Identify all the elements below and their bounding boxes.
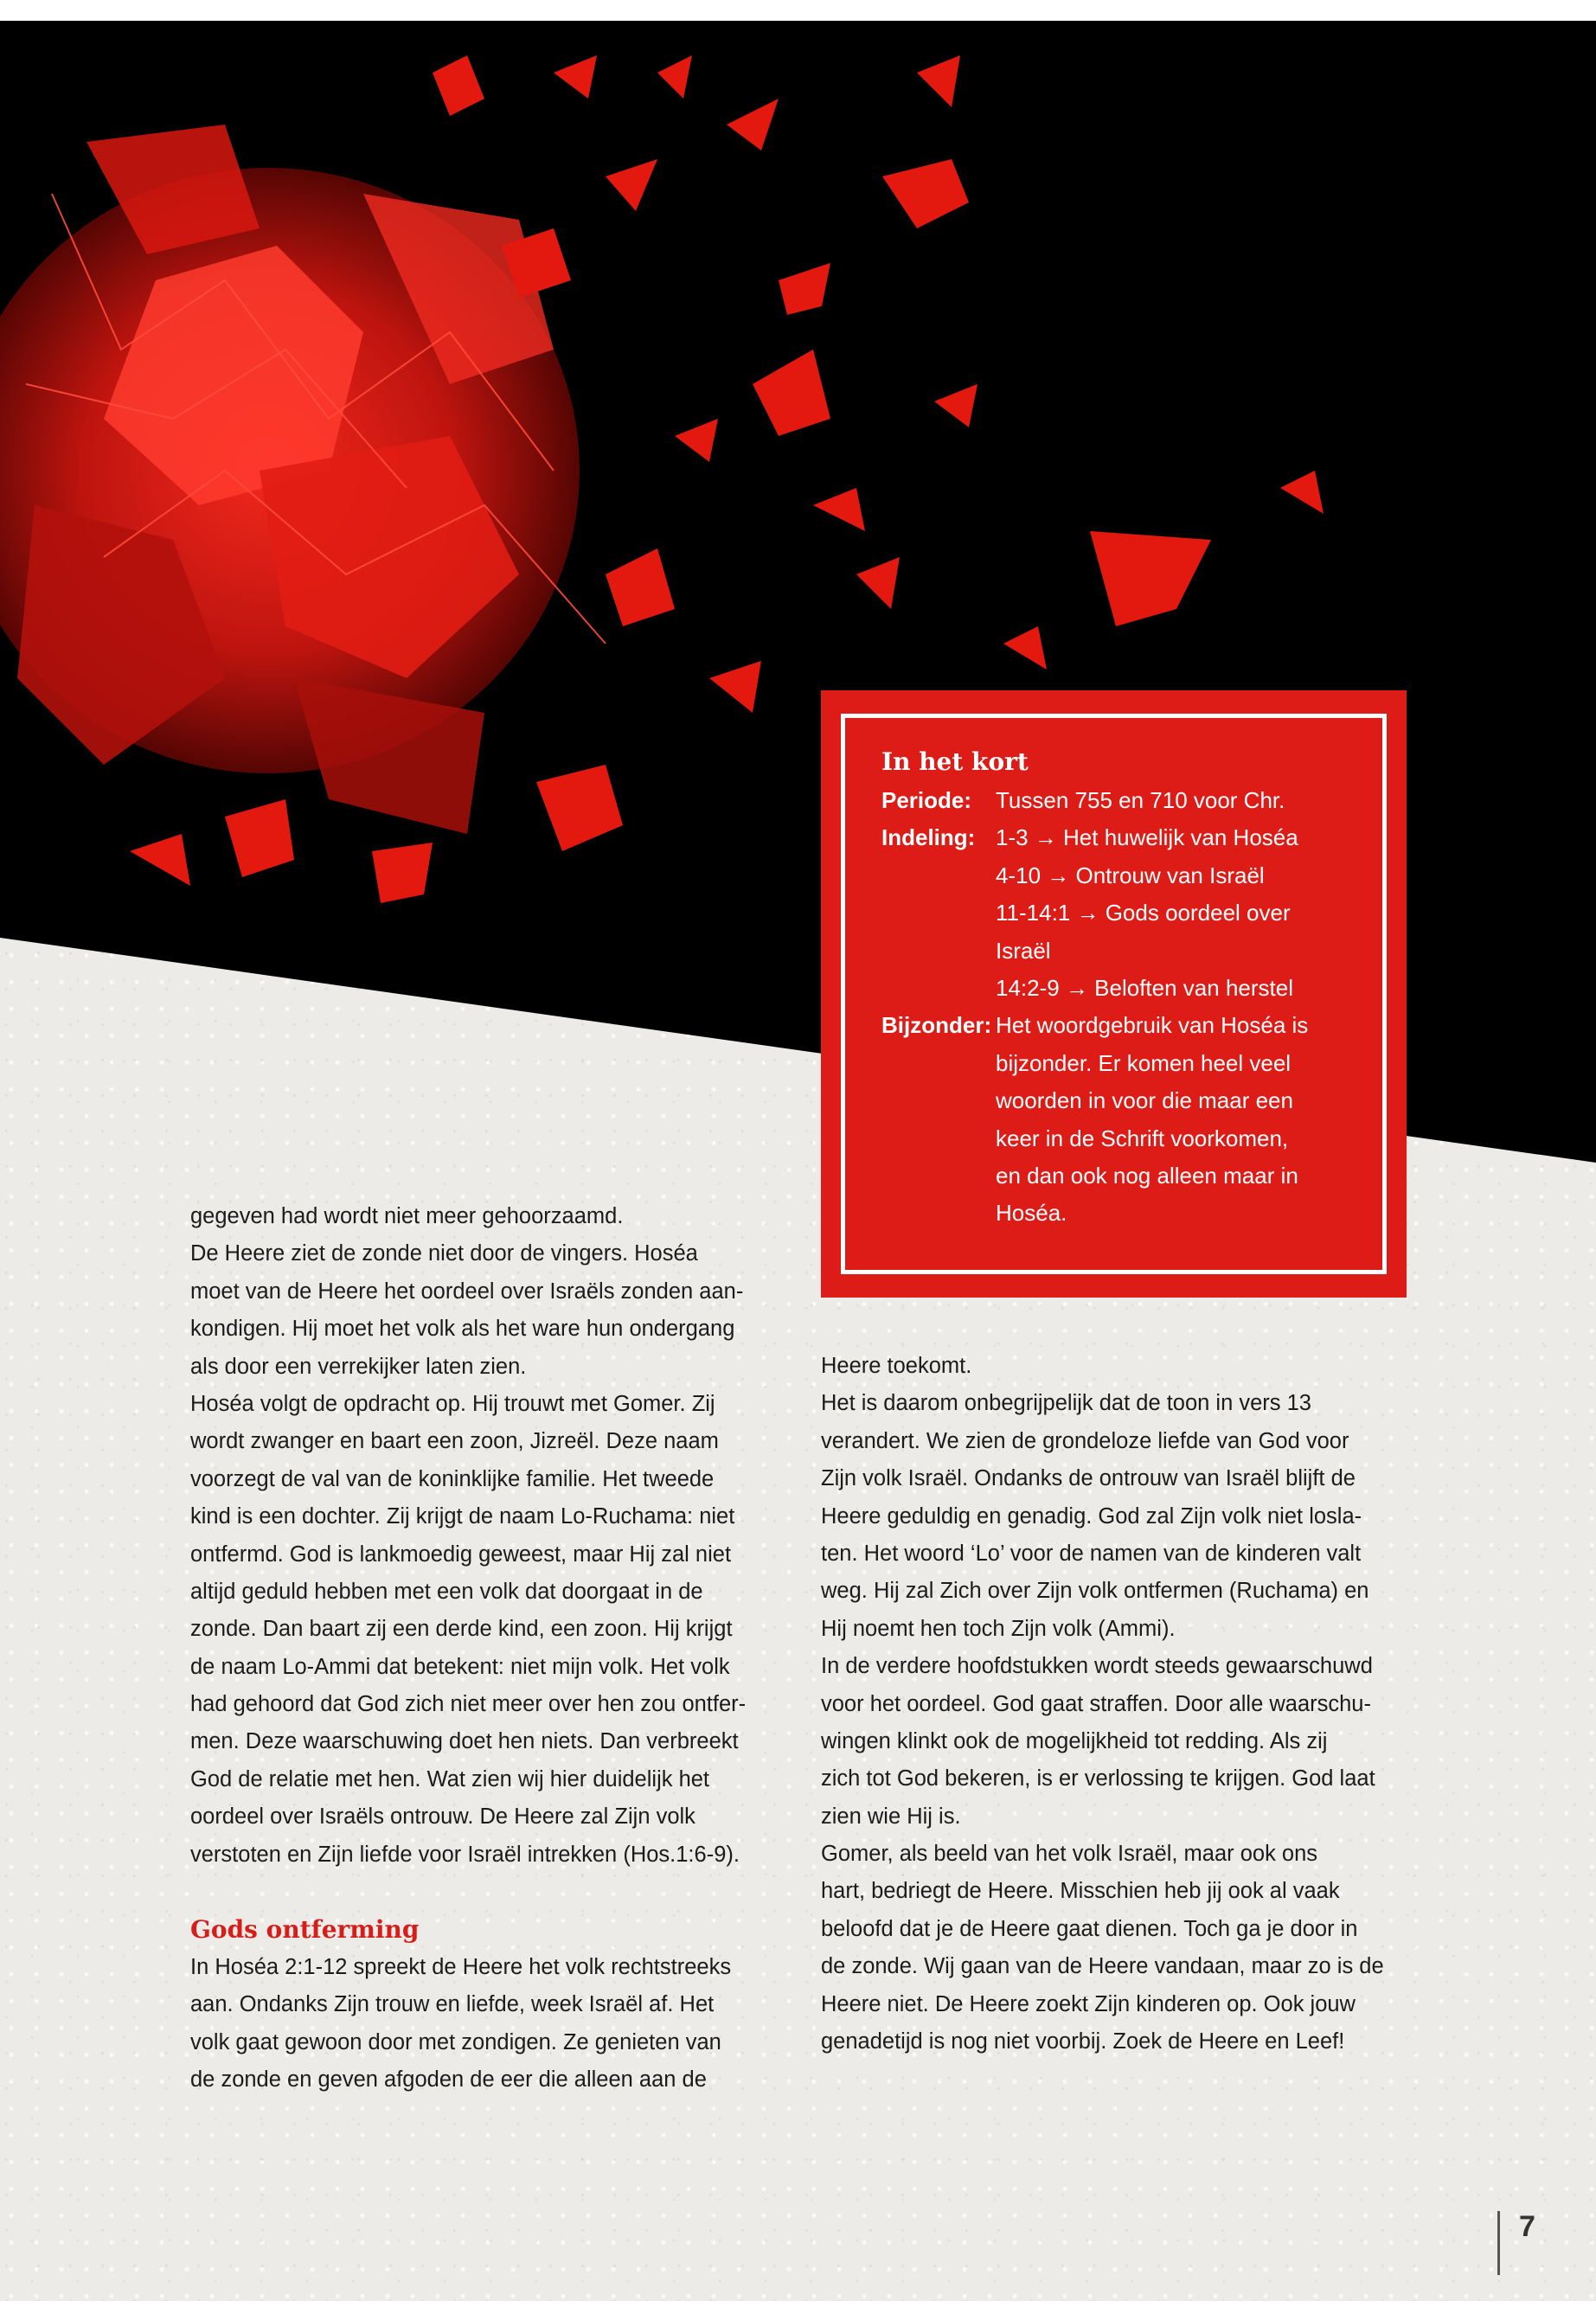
text-line: moet van de Heere het oordeel over Israëls zonden aan- bbox=[190, 1279, 744, 1304]
text-line: Heere toekomt. bbox=[821, 1354, 972, 1378]
box-content bbox=[881, 742, 1366, 1233]
row-key: Indeling: bbox=[881, 824, 976, 851]
text-line: In de verdere hoofdstukken wordt steeds gewaarschuwd bbox=[821, 1654, 1373, 1679]
text-line: hart, bedriegt de Heere. Misschien heb jij ook al vaak bbox=[821, 1879, 1340, 1904]
text-line: de zonde. Wij gaan van de Heere vandaan, maar zo is de bbox=[821, 1954, 1384, 1979]
text-line: verstoten en Zijn liefde voor Israël intrekken (Hos.1:6-9). bbox=[190, 1842, 740, 1867]
text-line: Hoséa volgt de opdracht op. Hij trouwt met Gomer. Zij bbox=[190, 1391, 715, 1416]
row-line: Het woordgebruik van Hoséa is bbox=[996, 1012, 1309, 1039]
text-line: kondigen. Hij moet het volk als het ware hun ondergang bbox=[190, 1317, 735, 1342]
row-indeling bbox=[881, 819, 1366, 1007]
text-column-right bbox=[821, 1348, 1418, 2061]
page-number: 7 bbox=[1519, 2210, 1535, 2243]
text-line: men. Deze waarschuwing doet hen niets. Dan verbreekt bbox=[190, 1729, 739, 1754]
row-line: keer in de Schrift voorkomen, bbox=[996, 1125, 1289, 1151]
row-value bbox=[996, 1007, 1350, 1232]
row-line: Israël bbox=[996, 937, 1051, 964]
text-line: voorzegt de val van de koninklijke familie. Het tweede bbox=[190, 1466, 715, 1491]
text-line: Heere geduldig en genadig. God zal Zijn volk niet losla- bbox=[821, 1503, 1362, 1529]
text-line: zien wie Hij is. bbox=[821, 1804, 961, 1829]
row-line: bijzonder. Er komen heel veel bbox=[996, 1049, 1292, 1076]
text-line: genadetijd is nog niet voorbij. Zoek de Heere en Leef! bbox=[821, 2029, 1345, 2054]
row-line: 1-3 → Het huwelijk van Hoséa bbox=[996, 824, 1298, 851]
row-line: woorden in voor die maar een bbox=[996, 1087, 1293, 1114]
text-line: wingen klinkt ook de mogelijkheid tot redding. Als zij bbox=[821, 1728, 1328, 1753]
text-line: voor het oordeel. God gaat straffen. Door alle waarschu- bbox=[821, 1691, 1371, 1716]
text-line: Gomer, als beeld van het volk Israël, maar ook ons bbox=[821, 1842, 1318, 1867]
row-value bbox=[996, 782, 1350, 819]
text-line: God de relatie met hen. Wat zien wij hier duidelijk het bbox=[190, 1766, 710, 1791]
text-line: altijd geduld hebben met een volk dat doorgaat in de bbox=[190, 1579, 703, 1604]
text-line: ten. Het woord ‘Lo’ voor de namen van de kinderen valt bbox=[821, 1541, 1362, 1566]
text-line: Heere niet. De Heere zoekt Zijn kinderen op. Ook jouw bbox=[821, 1991, 1356, 2016]
page-number-divider bbox=[1497, 2211, 1500, 2275]
text-line: de naam Lo-Ammi dat betekent: niet mijn volk. Het volk bbox=[190, 1654, 730, 1679]
text-line: Zijn volk Israël. Ondanks de ontrouw van Israël blijft de bbox=[821, 1466, 1356, 1491]
text-line: verandert. We zien de grondeloze liefde van God voor bbox=[821, 1428, 1349, 1453]
row-line: 4-10 → Ontrouw van Israël bbox=[996, 862, 1265, 888]
text-line: als door een verrekijker laten zien. bbox=[190, 1354, 527, 1379]
row-periode bbox=[881, 782, 1366, 819]
row-bijzonder bbox=[881, 1007, 1366, 1232]
paragraph-gap bbox=[190, 1874, 787, 1911]
text-line: gegeven had wordt niet meer gehoorzaamd. bbox=[190, 1204, 624, 1228]
text-line: aan. Ondanks Zijn trouw en liefde, week Israël af. Het bbox=[190, 1992, 715, 2017]
row-line: Hoséa. bbox=[996, 1200, 1067, 1227]
text-line: wordt zwanger en baart een zoon, Jizreël. Deze naam bbox=[190, 1429, 719, 1454]
text-column-left bbox=[190, 1198, 787, 2099]
section-heading: Gods ontferming bbox=[190, 1915, 420, 1945]
row-key: Bijzonder: bbox=[881, 1012, 992, 1039]
row-line: en dan ook nog alleen maar in bbox=[996, 1163, 1298, 1189]
text-line: Hij noemt hen toch Zijn volk (Ammi). bbox=[821, 1616, 1176, 1641]
text-line: In Hoséa 2:1-12 spreekt de Heere het volk rechtstreeks bbox=[190, 1954, 732, 1979]
text-line: weg. Hij zal Zich over Zijn volk ontfermen (Ruchama) en bbox=[821, 1579, 1369, 1604]
text-line: beloofd dat je de Heere gaat dienen. Toch ga je door in bbox=[821, 1916, 1358, 1941]
row-key: Periode: bbox=[881, 787, 972, 813]
text-line: zonde. Dan baart zij een derde kind, een zoon. Hij krijgt bbox=[190, 1617, 733, 1642]
text-line: volk gaat gewoon door met zondigen. Ze genieten van bbox=[190, 2029, 721, 2054]
text-line: had gehoord dat God zich niet meer over hen zou ontfer- bbox=[190, 1692, 747, 1717]
row-line: 11-14:1 → Gods oordeel over bbox=[996, 900, 1291, 926]
text-line: kind is een dochter. Zij krijgt de naam Lo-Ruchama: niet bbox=[190, 1504, 735, 1529]
text-line: Het is daarom onbegrijpelijk dat de toon in vers 13 bbox=[821, 1391, 1311, 1416]
row-line: 14:2-9 → Beloften van herstel bbox=[996, 975, 1293, 1002]
text-line: de zonde en geven afgoden de eer die alleen aan de bbox=[190, 2067, 707, 2092]
box-title: In het kort bbox=[881, 747, 1029, 776]
in-het-kort-box bbox=[821, 690, 1407, 1298]
row-line: Tussen 755 en 710 voor Chr. bbox=[996, 787, 1285, 813]
row-value bbox=[996, 819, 1350, 1007]
text-line: ontfermd. God is lankmoedig geweest, maar Hij zal niet bbox=[190, 1541, 732, 1567]
text-line: oordeel over Israëls ontrouw. De Heere zal Zijn volk bbox=[190, 1804, 695, 1830]
text-line: De Heere ziet de zonde niet door de vingers. Hoséa bbox=[190, 1241, 698, 1266]
text-line: zich tot God bekeren, is er verlossing te krijgen. God laat bbox=[821, 1766, 1375, 1791]
